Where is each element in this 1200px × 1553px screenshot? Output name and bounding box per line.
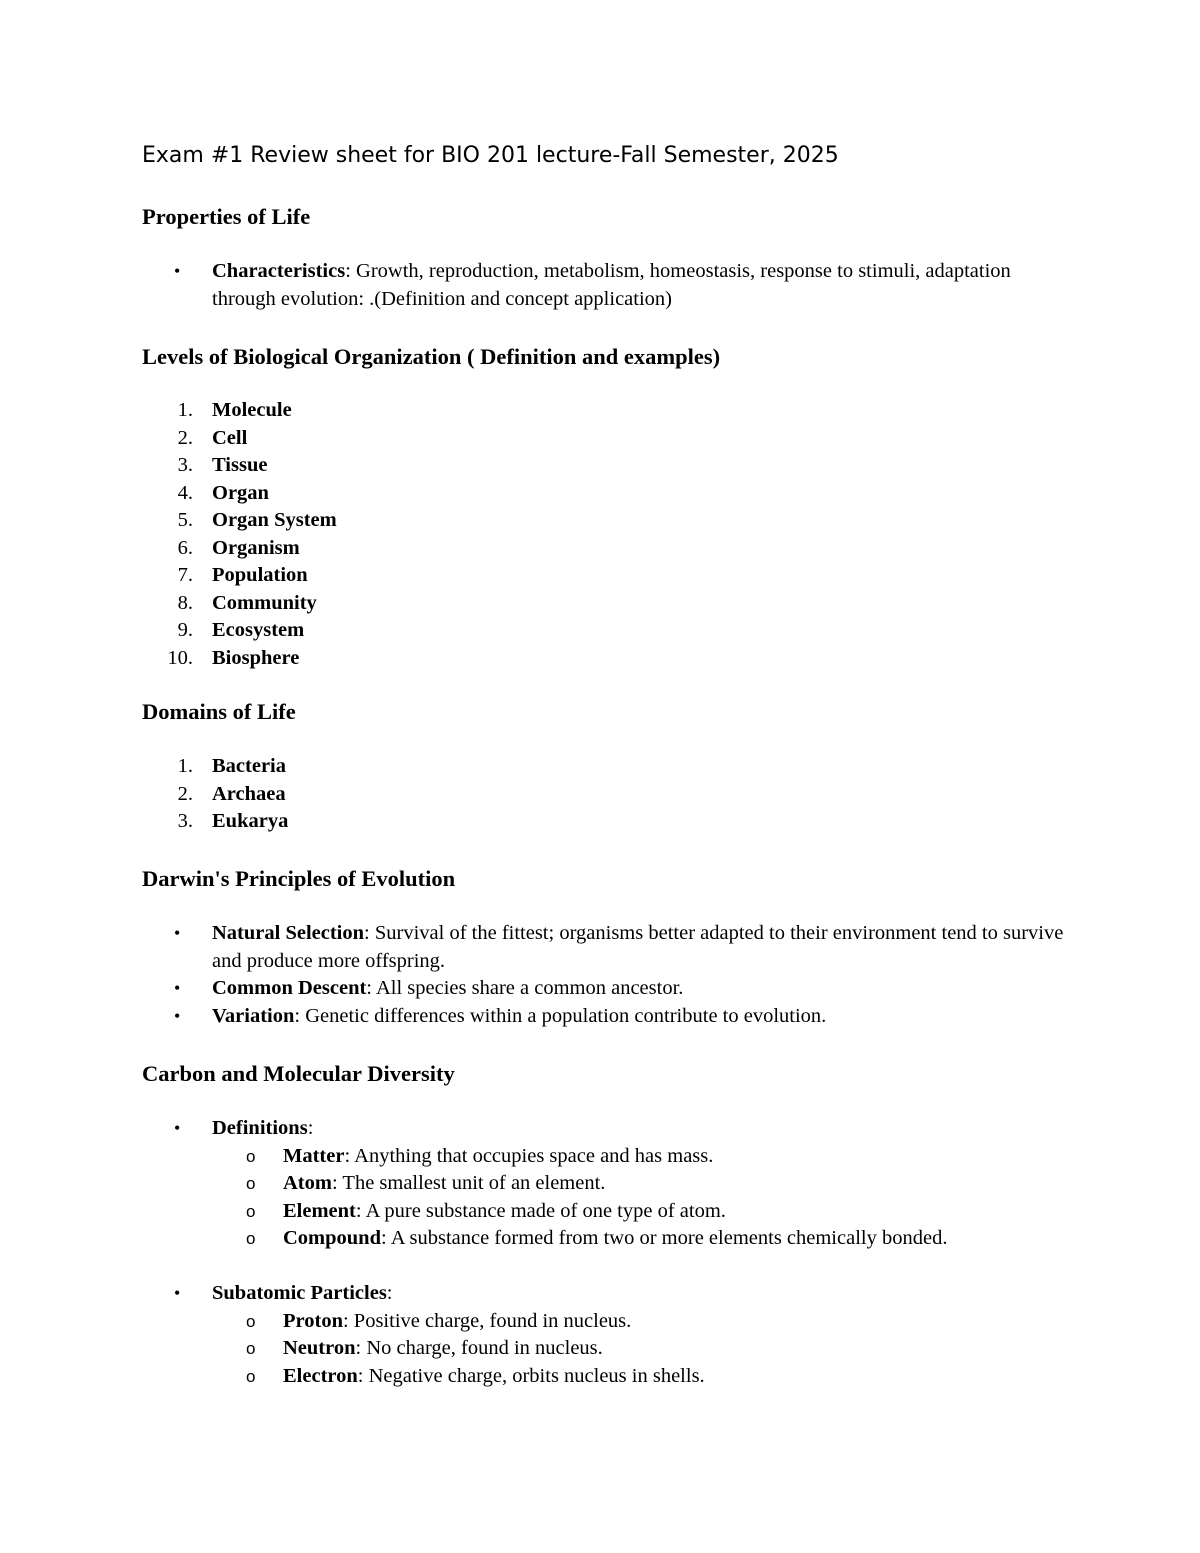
term-description: : Growth, reproduction, metabolism, homeostasis, response to stimuli, adaptation through evolution: .(Definition and concept application) bbox=[212, 260, 1011, 310]
heading-darwins-principles: Darwin's Principles of Evolution bbox=[142, 866, 456, 891]
term-description: : A pure substance made of one type of atom. bbox=[355, 1199, 726, 1222]
term-label: Variation bbox=[212, 1004, 295, 1027]
bullet-marker: • bbox=[174, 261, 181, 281]
term-label: Definitions bbox=[212, 1117, 308, 1139]
term-label: Matter bbox=[283, 1144, 345, 1167]
list-item bbox=[0, 590, 1072, 618]
term-description: : All species share a common ancestor. bbox=[366, 977, 684, 999]
list-item bbox=[0, 920, 1072, 975]
sub-bullet-marker: o bbox=[246, 1366, 256, 1386]
term-description: : A substance formed from two or more elements chemically bonded. bbox=[381, 1227, 948, 1249]
list-item bbox=[0, 452, 1072, 480]
term-label: Atom bbox=[283, 1172, 332, 1194]
list-item-label: Ecosystem bbox=[212, 619, 305, 641]
list-number: 2. bbox=[177, 426, 193, 449]
sub-list-item bbox=[0, 1198, 1083, 1226]
heading-carbon-molecular-diversity: Carbon and Molecular Diversity bbox=[142, 1061, 455, 1086]
domains-list bbox=[0, 753, 1072, 836]
term-description: : Negative charge, orbits nucleus in shells. bbox=[357, 1364, 705, 1387]
heading-levels-of-organization: Levels of Biological Organization ( Definition and examples) bbox=[142, 344, 721, 369]
sub-bullet-marker: o bbox=[246, 1201, 256, 1221]
list-item bbox=[0, 975, 1072, 1003]
term-label: Neutron bbox=[283, 1337, 356, 1359]
list-item-label: Molecule bbox=[212, 399, 292, 421]
term-description: : No charge, found in nucleus. bbox=[355, 1337, 603, 1359]
list-item bbox=[0, 397, 1072, 425]
list-item bbox=[0, 480, 1072, 508]
list-item bbox=[0, 617, 1072, 645]
heading-properties-of-life: Properties of Life bbox=[142, 204, 311, 229]
list-item-label: Bacteria bbox=[212, 755, 286, 777]
sub-list-item bbox=[0, 1225, 1083, 1253]
bullet-marker: • bbox=[174, 1005, 181, 1026]
list-number: 10. bbox=[167, 646, 193, 669]
list-item bbox=[0, 781, 1072, 809]
sub-list-item bbox=[0, 1335, 1083, 1363]
term-description: : The smallest unit of an element. bbox=[331, 1172, 606, 1194]
term-description: : Anything that occupies space and has mass. bbox=[344, 1144, 714, 1167]
list-item bbox=[0, 507, 1072, 535]
list-number: 3. bbox=[177, 810, 193, 832]
list-item-label: Tissue bbox=[212, 454, 268, 476]
bullet-marker: • bbox=[174, 978, 181, 998]
list-item bbox=[0, 535, 1072, 563]
levels-list bbox=[0, 397, 1072, 672]
list-item bbox=[0, 1003, 1072, 1031]
list-item-label: Eukarya bbox=[212, 810, 289, 832]
sub-bullet-marker: o bbox=[246, 1229, 256, 1248]
list-item-label: Organism bbox=[212, 536, 300, 559]
term-label: Subatomic Particles bbox=[212, 1282, 387, 1304]
list-number: 6. bbox=[177, 536, 193, 559]
sub-list-item bbox=[0, 1143, 1083, 1171]
list-item-label: Organ bbox=[212, 481, 269, 504]
term-label: Common Descent bbox=[212, 977, 367, 999]
list-item bbox=[0, 562, 1072, 590]
list-number: 1. bbox=[177, 755, 193, 777]
properties-list bbox=[0, 258, 1072, 313]
bullet-marker: • bbox=[174, 1283, 181, 1303]
sub-list-item bbox=[0, 1308, 1083, 1336]
list-number: 8. bbox=[177, 591, 193, 614]
list-number: 1. bbox=[177, 399, 193, 421]
list-number: 2. bbox=[177, 782, 193, 805]
sub-bullet-marker: o bbox=[246, 1311, 256, 1331]
term-description: : bbox=[386, 1282, 393, 1304]
term-label: Characteristics bbox=[212, 260, 346, 282]
list-item bbox=[0, 753, 1072, 781]
sub-bullet-marker: o bbox=[246, 1174, 256, 1193]
term-label: Electron bbox=[283, 1364, 358, 1387]
definitions-list bbox=[0, 1115, 1083, 1253]
darwin-list bbox=[0, 920, 1072, 1030]
term-label: Proton bbox=[283, 1309, 343, 1332]
document-title: Exam #1 Review sheet for BIO 201 lecture-Fall Semester, 2025 bbox=[142, 143, 839, 168]
bullet-marker: • bbox=[174, 923, 181, 943]
term-description: : Genetic differences within a population contribute to evolution. bbox=[294, 1004, 827, 1027]
sub-bullet-marker: o bbox=[246, 1146, 256, 1166]
list-item bbox=[0, 1115, 1072, 1143]
list-item-label: Biosphere bbox=[212, 646, 300, 669]
term-label: Natural Selection bbox=[212, 922, 365, 944]
list-number: 4. bbox=[177, 481, 193, 504]
sub-list-item bbox=[0, 1363, 1083, 1391]
sub-list-item bbox=[0, 1170, 1083, 1198]
term-description: : Positive charge, found in nucleus. bbox=[342, 1309, 632, 1332]
term-label: Compound bbox=[283, 1227, 381, 1249]
list-item bbox=[0, 645, 1072, 673]
list-item-label: Community bbox=[212, 591, 317, 614]
list-number: 3. bbox=[177, 454, 193, 476]
list-item-label: Population bbox=[212, 564, 308, 586]
list-item-label: Organ System bbox=[212, 509, 337, 531]
list-item bbox=[0, 1280, 1072, 1308]
list-item bbox=[0, 425, 1072, 453]
list-item bbox=[0, 808, 1072, 836]
list-item bbox=[0, 258, 1072, 313]
heading-domains-of-life: Domains of Life bbox=[142, 699, 296, 724]
list-item-label: Cell bbox=[212, 426, 248, 449]
bullet-marker: • bbox=[174, 1118, 181, 1138]
list-item-label: Archaea bbox=[212, 782, 286, 805]
list-number: 9. bbox=[177, 619, 193, 641]
list-number: 7. bbox=[177, 564, 193, 586]
list-number: 5. bbox=[177, 509, 193, 531]
sub-bullet-marker: o bbox=[246, 1339, 256, 1358]
term-description: : Survival of the fittest; organisms better adapted to their environment tend to survive and produce more offspring. bbox=[212, 922, 1064, 972]
subatomic-list bbox=[0, 1280, 1083, 1390]
term-label: Element bbox=[283, 1199, 356, 1222]
term-description: : bbox=[307, 1117, 314, 1139]
